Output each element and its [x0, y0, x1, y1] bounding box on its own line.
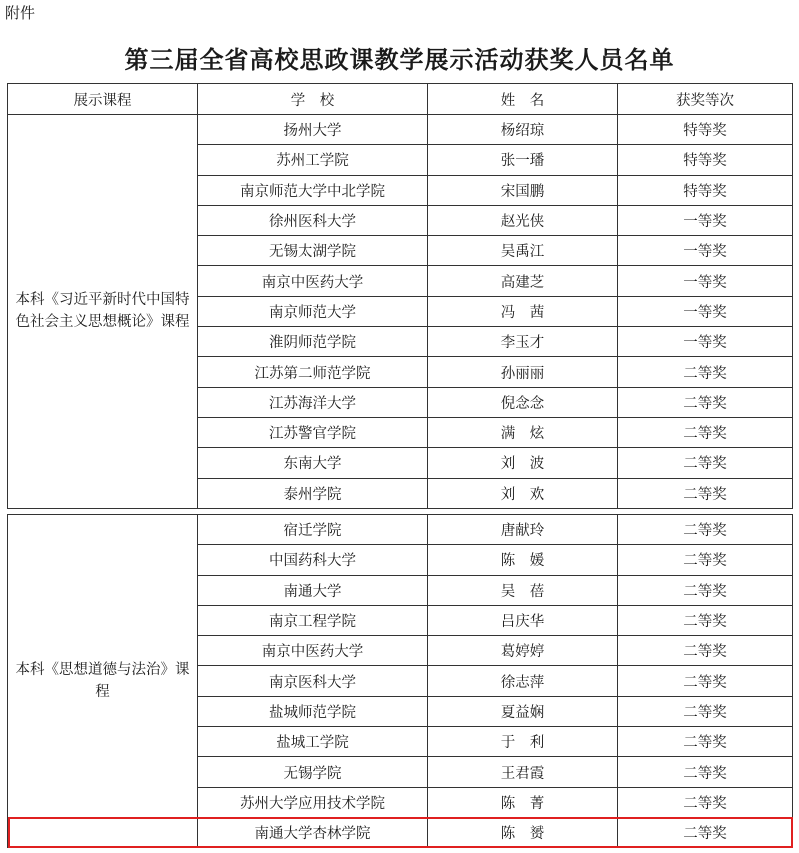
- course-cell: 本科《习近平新时代中国特色社会主义思想概论》课程: [8, 115, 198, 509]
- school-cell: 江苏第二师范学院: [198, 357, 428, 387]
- name-cell: 赵光侠: [428, 205, 618, 235]
- attachment-label: 附件: [5, 4, 36, 22]
- name-cell: 陈 菁: [428, 787, 618, 817]
- school-cell: 盐城工学院: [198, 727, 428, 757]
- school-cell: 南京师范大学中北学院: [198, 175, 428, 205]
- name-cell: 王君霞: [428, 757, 618, 787]
- school-cell: 无锡学院: [198, 757, 428, 787]
- award-cell: 二等奖: [618, 357, 793, 387]
- name-cell: 冯 茜: [428, 296, 618, 326]
- award-cell: 二等奖: [618, 605, 793, 635]
- table-row: [8, 115, 793, 145]
- award-cell: 二等奖: [618, 787, 793, 817]
- award-cell: 二等奖: [618, 636, 793, 666]
- name-cell: 唐献玲: [428, 515, 618, 545]
- name-cell: 陈 媛: [428, 545, 618, 575]
- name-cell: 葛婷婷: [428, 636, 618, 666]
- award-cell: 一等奖: [618, 266, 793, 296]
- table-header-row: [8, 84, 793, 115]
- school-cell: 扬州大学: [198, 115, 428, 145]
- school-cell: 泰州学院: [198, 478, 428, 508]
- school-cell: 江苏警官学院: [198, 417, 428, 447]
- name-cell: 满 炫: [428, 417, 618, 447]
- table-row: [8, 515, 793, 545]
- school-cell: 南通大学杏林学院: [198, 817, 428, 847]
- school-cell: 南通大学: [198, 575, 428, 605]
- column-header-name: 姓 名: [428, 84, 618, 115]
- school-cell: 苏州大学应用技术学院: [198, 787, 428, 817]
- award-cell: 二等奖: [618, 696, 793, 726]
- award-cell: 二等奖: [618, 575, 793, 605]
- name-cell: 陈 赟: [428, 817, 618, 847]
- school-cell: 无锡太湖学院: [198, 236, 428, 266]
- award-cell: 二等奖: [618, 727, 793, 757]
- award-cell: 特等奖: [618, 115, 793, 145]
- name-cell: 倪念念: [428, 387, 618, 417]
- award-cell: 二等奖: [618, 666, 793, 696]
- school-cell: 淮阴师范学院: [198, 327, 428, 357]
- award-cell: 二等奖: [618, 545, 793, 575]
- name-cell: 宋国鹏: [428, 175, 618, 205]
- name-cell: 刘 欢: [428, 478, 618, 508]
- school-cell: 盐城师范学院: [198, 696, 428, 726]
- school-cell: 南京医科大学: [198, 666, 428, 696]
- name-cell: 于 利: [428, 727, 618, 757]
- award-cell: 二等奖: [618, 387, 793, 417]
- course-cell: 本科《思想道德与法治》课程: [8, 515, 198, 848]
- school-cell: 东南大学: [198, 448, 428, 478]
- name-cell: 夏益娴: [428, 696, 618, 726]
- award-table-section-1: [7, 83, 793, 509]
- name-cell: 高建芝: [428, 266, 618, 296]
- award-cell: 一等奖: [618, 205, 793, 235]
- school-cell: 江苏海洋大学: [198, 387, 428, 417]
- school-cell: 南京师范大学: [198, 296, 428, 326]
- school-cell: 苏州工学院: [198, 145, 428, 175]
- column-header-course: 展示课程: [8, 84, 198, 115]
- school-cell: 徐州医科大学: [198, 205, 428, 235]
- name-cell: 杨绍琼: [428, 115, 618, 145]
- school-cell: 南京中医药大学: [198, 266, 428, 296]
- award-cell: 二等奖: [618, 448, 793, 478]
- award-cell: 二等奖: [618, 478, 793, 508]
- name-cell: 刘 波: [428, 448, 618, 478]
- school-cell: 宿迁学院: [198, 515, 428, 545]
- award-cell: 二等奖: [618, 817, 793, 847]
- name-cell: 孙丽丽: [428, 357, 618, 387]
- name-cell: 吴禹江: [428, 236, 618, 266]
- award-cell: 一等奖: [618, 236, 793, 266]
- school-cell: 南京工程学院: [198, 605, 428, 635]
- award-cell: 一等奖: [618, 296, 793, 326]
- award-cell: 一等奖: [618, 327, 793, 357]
- award-cell: 二等奖: [618, 757, 793, 787]
- name-cell: 李玉才: [428, 327, 618, 357]
- column-header-award: 获奖等次: [618, 84, 793, 115]
- award-table-section-2: [7, 514, 793, 848]
- name-cell: 吴 蓓: [428, 575, 618, 605]
- award-cell: 二等奖: [618, 515, 793, 545]
- award-cell: 特等奖: [618, 145, 793, 175]
- name-cell: 徐志萍: [428, 666, 618, 696]
- column-header-school: 学 校: [198, 84, 428, 115]
- school-cell: 南京中医药大学: [198, 636, 428, 666]
- school-cell: 中国药科大学: [198, 545, 428, 575]
- page-title: 第三届全省高校思政课教学展示活动获奖人员名单: [124, 45, 675, 74]
- award-cell: 特等奖: [618, 175, 793, 205]
- award-cell: 二等奖: [618, 417, 793, 447]
- name-cell: 张一璠: [428, 145, 618, 175]
- name-cell: 吕庆华: [428, 605, 618, 635]
